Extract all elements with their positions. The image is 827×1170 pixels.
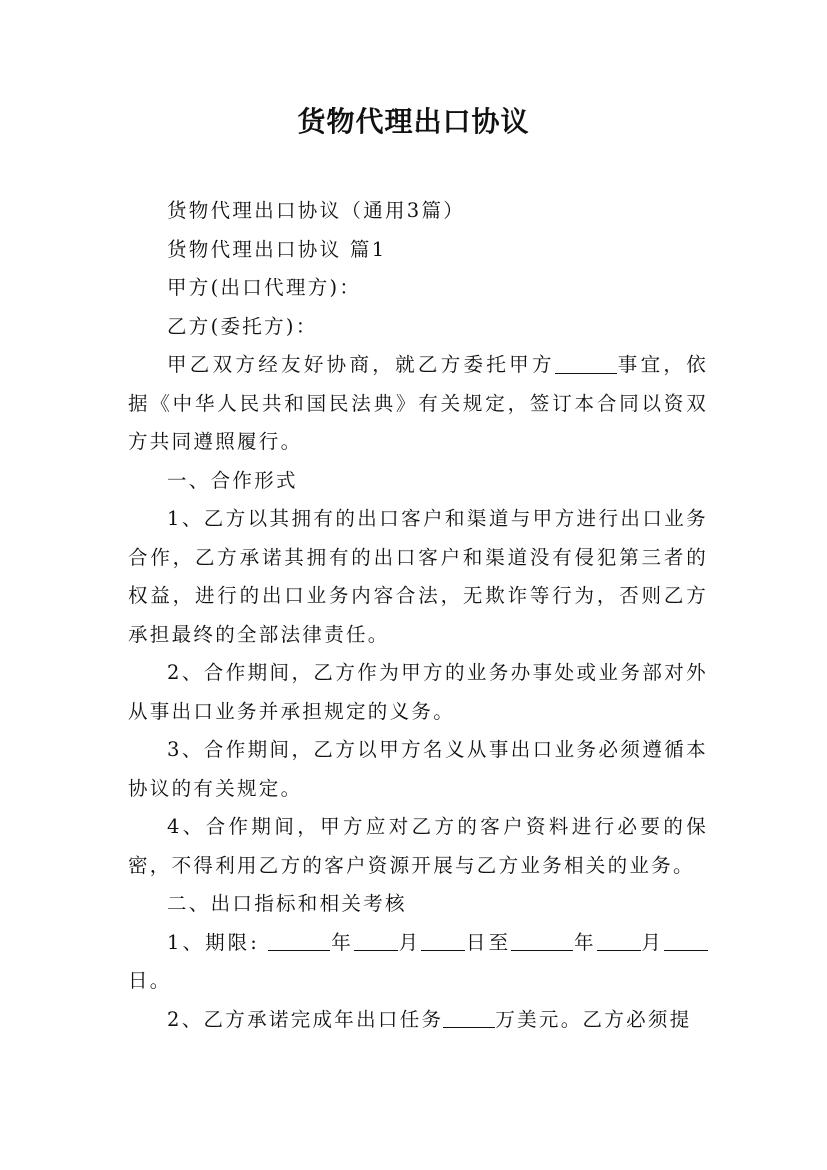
paragraph-subtitle: 货物代理出口协议（通用3篇） bbox=[167, 199, 466, 222]
clause-2-2-text-a: 2、乙方承诺完成年出口任务 bbox=[167, 1007, 444, 1031]
year-label: 年 bbox=[573, 930, 597, 954]
blank-underline bbox=[511, 931, 573, 952]
blank-underline bbox=[555, 353, 617, 374]
clause-1-2: 2、合作期间，乙方作为甲方的业务办事处或业务部对外从事出口业务并承担规定的义务。 bbox=[128, 661, 708, 723]
preamble-text-b: 事宜，依据《中华人民共和国民法典》有关规定，签订本合同以资双方共同遵照履行。 bbox=[128, 353, 709, 453]
blank-underline bbox=[421, 931, 465, 952]
month-label: 月 bbox=[397, 930, 422, 954]
section-heading-2: 二、出口指标和相关考核 bbox=[167, 892, 407, 915]
clause-1-1: 1、乙方以其拥有的出口客户和渠道与甲方进行出口业务合作，乙方承诺其拥有的出口客户和渠道没有侵犯第三者的权益，进行的出口业务内容合法，无欺诈等行为，否则乙方承担最终的全部法律责任。 bbox=[128, 507, 708, 646]
day-to-label: 日至 bbox=[465, 930, 512, 954]
clause-2-2 bbox=[128, 1001, 708, 1040]
month-label: 月 bbox=[640, 930, 664, 954]
paragraph-party-a: 甲方(出口代理方)： bbox=[167, 276, 362, 299]
section-heading-1: 一、合作形式 bbox=[167, 468, 298, 492]
preamble-text-a: 甲乙双方经友好协商，就乙方委托甲方 bbox=[167, 353, 555, 376]
day-label: 日。 bbox=[128, 969, 172, 992]
clause-1-3: 3、合作期间，乙方以甲方名义从事出口业务必须遵循本协议的有关规定。 bbox=[128, 738, 708, 800]
paragraph-preamble bbox=[128, 346, 708, 462]
clause-2-1-label: 1、期限: bbox=[167, 930, 260, 954]
year-label: 年 bbox=[330, 930, 354, 954]
blank-underline bbox=[664, 931, 708, 952]
paragraph-part-heading: 货物代理出口协议 篇1 bbox=[167, 237, 387, 261]
document-title: 货物代理出口协议 bbox=[297, 105, 530, 138]
blank-underline bbox=[443, 1008, 495, 1029]
blank-underline bbox=[354, 931, 398, 952]
paragraph-party-b: 乙方(委托方)： bbox=[167, 314, 318, 338]
document-body bbox=[128, 192, 708, 1039]
clause-2-2-text-b: 万美元。乙方必须提 bbox=[495, 1007, 692, 1031]
clause-1-4: 4、合作期间，甲方应对乙方的客户资料进行必要的保密，不得利用乙方的客户资源开展与乙方业务相关的业务。 bbox=[128, 815, 708, 877]
clause-2-1 bbox=[128, 924, 708, 1001]
blank-underline bbox=[597, 931, 641, 952]
blank-underline bbox=[268, 931, 330, 952]
